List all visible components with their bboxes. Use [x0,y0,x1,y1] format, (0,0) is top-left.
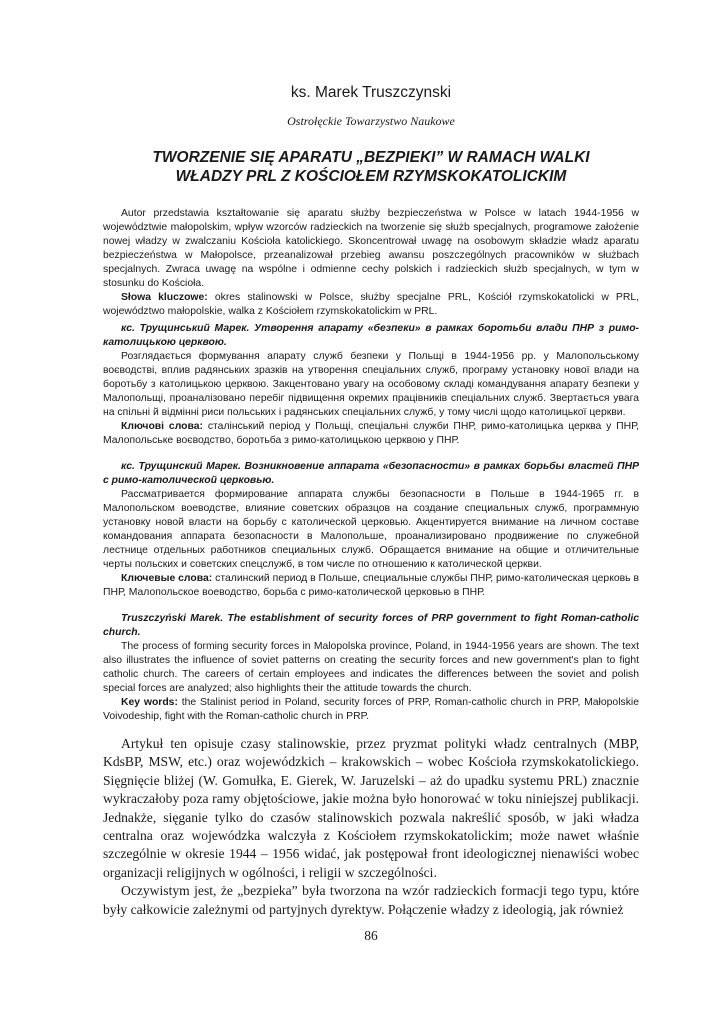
keywords-text: okres stalinowski w Polsce, służby specjalne PRL, Kościół rzymskokatolicki w PRL, województwo małopolskie, walka z Kościołem rzymskokatolickim w PRL. [103,292,639,317]
keywords-text: сталінський період у Польщі, спеціальні служби ПНР, римо-католицька церква у ПНР, Малопольське воєводство, боротьба з римо-католицькою церквою у ПНР. [103,421,639,446]
keywords [103,572,639,600]
abstract-russian [103,460,639,600]
abstract-text: Рассматривается формирование аппарата службы безопасности в Польше в 1944-1965 гг. в Малопольском воеводстве, влияние советских образцов на создание специальных служб, программную установку новой власти на борьбу с католической церковью. Акцентируется внимание на личном составе командования аппарата безопасности в Малопольше, проанализировано продвижение по служебной лестнице отдельных работников специальных служб. Обращается внимание на общие и отличительные черты польских и советских спецслужб, в том числе по отношению к католической церкви. [103,489,639,570]
body-paragraph: Oczywistym jest, że „bezpieka” była tworzona na wzór radzieckich formacji tego typu, które były całkowicie zależnymi od partyjnych dyrektyw. Połączenie władzy z ideologią, jak również [103,883,639,917]
body-paragraph: Artykuł ten opisuje czasy stalinowskie, przez pryzmat polityki władz centralnych (MBP, KdsBP, MSW, etc.) oraz wojewódzkich – krakowskich – wobec Kościoła rzymskokatolickiego. Sięgnięcie bliżej (W. Gomułka, E. Gierek, W. Jaruzelski – aż do upadku systemu PRL) znacznie wykraczałoby poza ramy objętościowe, jakie można było honorować w toku niniejszej publikacji. Jednakże, sięganie tylko do czasów stalinowskich pozwala nakreślić sposób, w jaki władza centralna oraz wojewódzka walczyła z Kościołem rzymskokatolickim; może nawet właśnie szczególnie w okresie 1944 – 1956 widać, jak postępował front ideologicznej nienawiści wobec organizacji religijnych w ogólności, i religii w szczególności. [103,736,639,880]
title-line-2: WŁADZY PRL Z KOŚCIOŁEM RZYMSKOKATOLICKIM [175,168,567,185]
abstract-ukrainian [103,322,639,448]
page-number: 86 [364,928,378,943]
abstract-polish [103,207,639,319]
abstract-english [103,612,639,724]
abstract-text: The process of forming security forces in Malopolska province, Poland, in 1944-1956 years are shown. The text also illustrates the influence of soviet patterns on creating the security forces and new government's plan to fight catholic church. The careers of certain employees and indicates the differences between the soviet and polish special forces are analyzed; also highlights their the attitude towards the church. [103,641,639,694]
keywords [103,696,639,724]
keywords-label: Słowa kluczowe: [121,292,208,303]
keywords-label: Ключові слова: [121,421,203,432]
keywords-text: сталинский период в Польше, специальные службы ПНР, римо-католическая церковь в ПНР, Малопольское воеводство, борьба с римо-католической церковью в ПНР. [103,573,639,598]
title-line-1: TWORZENIE SIĘ APARATU „BEZPIEKI” W RAMACH WALKI [152,149,590,166]
article-title [103,148,639,186]
keywords-text: the Stalinist period in Poland, security forces of PRP, Roman-catholic church in PRP, Małopolskie Voivodeship, fight with the Roman-catholic church in PRP. [103,697,639,722]
abstract-text: Розглядається формування апарату служб безпеки у Польщі в 1944-1956 рр. у Малопольському воєводстві, вплив радянських зразків на утворення спеціальних служб, програму установку нової влади на боротьбу з католицькою церквою. Закцентовано увагу на особовому складі командування апарату безпеки у Малопольщі, проаналізовано перебіг підвищення окремих працівників спеціальних служб. Звертається увага на спільні й відмінні риси польських і радянських спеціальних служб, у тому числі щодо католицької церкви. [103,351,639,418]
keywords-label: Ключевые слова: [121,573,213,584]
abstract-heading: кс. Трущинський Марек. Утворення апарату «безпеки» в рамках боротьби влади ПНР з римо-католицькою церквою. [103,323,639,348]
abstract-heading: кс. Трущинский Марек. Возникновение аппарата «безопасности» в рамках борьбы властей ПНР с римо-католической церковью. [103,461,639,486]
keywords [103,420,639,448]
keywords [103,291,639,319]
abstract-text: Autor przedstawia kształtowanie się aparatu służby bezpieczeństwa w Polsce w latach 1944-1956 w województwie małopolskim, wpływ wzorców radzieckich na tworzenie się służb specjalnych, programowe założenie nowej władzy w zwalczaniu Kościoła katolickiego. Skoncentrował uwagę na osobowym składzie władz aparatu bezpieczeństwa w Małopolsce, przeanalizował przebieg awansu poszczególnych pracowników w służbach specjalnych. Zwraca uwagę na wspólne i odmienne cechy polskich i radzieckich służb specjalnych, w tym w stosunku do Kościoła. [103,208,639,289]
keywords-label: Key words: [121,697,178,708]
abstract-heading: Truszczyński Marek. The establishment of security forces of PRP government to fight Roman-catholic church. [103,613,639,638]
author-affiliation: Ostrołęckie Towarzystwo Naukowe [287,114,455,128]
author-name: ks. Marek Truszczynski [290,84,452,101]
article-body [103,735,639,919]
